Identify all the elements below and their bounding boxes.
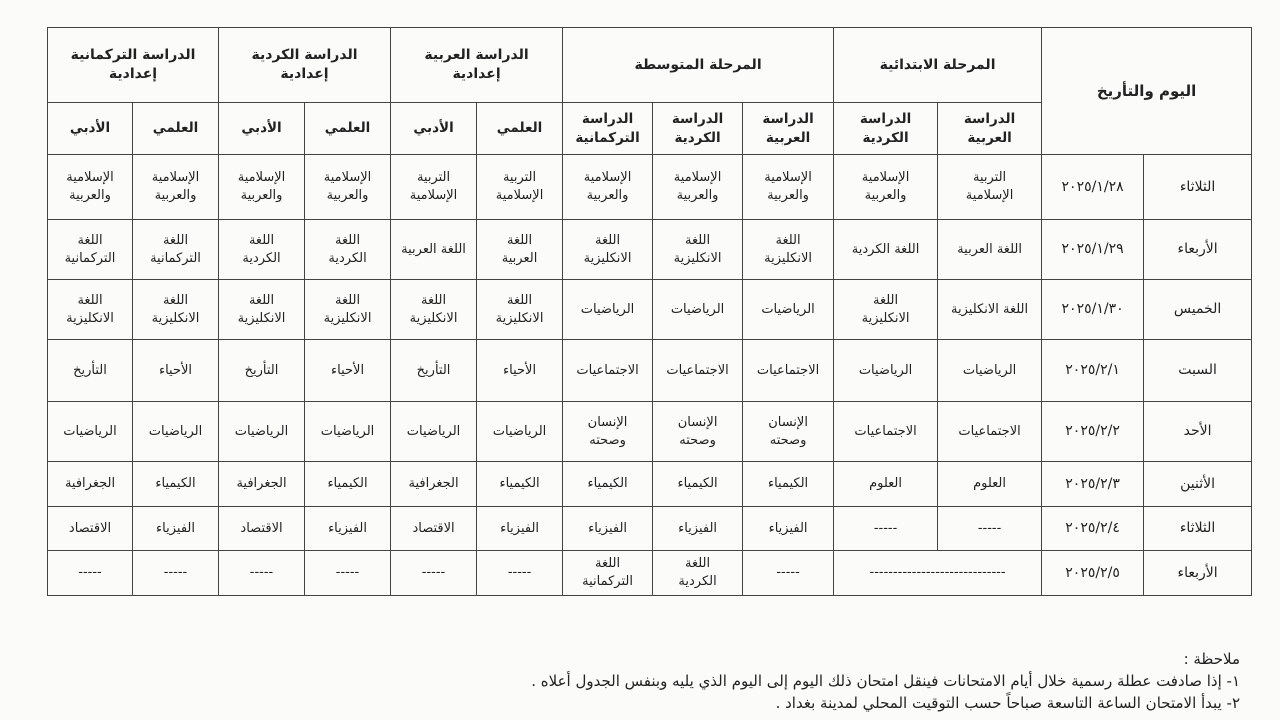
subject-cell: [391, 462, 477, 507]
subject-cell-line: الكيمياء: [587, 476, 628, 492]
note-2: ٢- يبدأ الامتحان الساعة التاسعة صباحاً حسب التوقيت المحلي لمدينة بغداد .: [775, 694, 1240, 712]
stream-header-line: التركمانية: [575, 129, 640, 146]
subject-cell-line: الإسلامية: [861, 170, 910, 186]
schedule-row: [48, 402, 1252, 462]
subject-cell-line: التأريخ: [244, 362, 279, 378]
subject-cell-line: الانكليزية: [764, 250, 812, 266]
subject-cell-line: الأحياء: [331, 362, 365, 378]
subject-cell-line: الفيزياء: [500, 520, 540, 536]
schedule-body: [48, 28, 1252, 596]
subject-cell-line: التأريخ: [416, 362, 451, 378]
exam-schedule-table: [47, 27, 1252, 596]
stream-header-line: العربية: [967, 129, 1012, 146]
subject-cell-line: -----: [78, 565, 102, 581]
subject-cell-line: الانكليزية: [237, 310, 286, 326]
subject-cell: [391, 340, 477, 402]
subject-cell: [938, 402, 1042, 462]
subject-cell: [653, 507, 743, 551]
stream-header-line: الدراسة: [581, 111, 634, 128]
subject-cell-line: -----: [249, 565, 274, 581]
subject-cell: [834, 340, 938, 402]
subject-cell: [305, 507, 391, 551]
subject-cell: [48, 280, 133, 340]
subject-cell-line: الانكليزية: [861, 310, 910, 326]
subject-cell: [219, 280, 305, 340]
schedule-row: [48, 507, 1252, 551]
day-date-header: اليوم والتأريخ: [1042, 28, 1252, 155]
subject-cell-line: اللغة العربية: [957, 241, 1022, 257]
subject-cell-line: التربية: [416, 170, 451, 186]
stream-header-line: الأدبي: [69, 120, 111, 137]
subject-cell-line: الرياضيات: [234, 423, 289, 439]
subject-cell-line: الرياضيات: [320, 423, 375, 439]
subject-cell-line: الإسلامية: [151, 170, 200, 186]
subject-cell: [477, 507, 563, 551]
stream-header: [653, 103, 743, 155]
subject-cell: [743, 402, 834, 462]
subject-cell-line: اللغة: [873, 292, 899, 308]
subject-cell: [219, 551, 305, 596]
subject-cell: [133, 551, 219, 596]
subject-cell-line: الاجتماعيات: [958, 423, 1021, 439]
subject-cell-line: والعربية: [767, 188, 809, 203]
day-cell: الثلاثاء: [1144, 155, 1252, 220]
subject-cell: [391, 280, 477, 340]
stream-header: [477, 103, 563, 155]
subject-cell-line: الانكليزية: [151, 310, 200, 326]
subject-cell: [391, 507, 477, 551]
subject-cell: [133, 340, 219, 402]
subject-cell: [938, 462, 1042, 507]
subject-cell: [219, 402, 305, 462]
subject-cell-line: التركمانية: [582, 574, 633, 589]
subject-cell: [938, 220, 1042, 280]
middle-stage-header: المرحلة المتوسطة: [563, 28, 834, 103]
subject-cell: [834, 220, 938, 280]
subject-cell-line: والعربية: [586, 188, 629, 203]
subject-cell: [834, 280, 938, 340]
subject-cell-line: اللغة: [162, 292, 189, 308]
stream-header-line: الدراسة: [963, 111, 1016, 128]
subject-cell-line: -----: [776, 565, 800, 581]
subject-cell-line: الاجتماعيات: [854, 423, 917, 439]
stream-header-line: العربية: [765, 129, 811, 146]
stream-header-line: الدراسة: [671, 111, 724, 128]
stream-header: [834, 103, 938, 155]
subject-cell-line: وصحته: [769, 432, 807, 448]
subject-cell-line: اللغة الانكليزية: [951, 301, 1029, 317]
subject-cell-line: -----: [977, 520, 1002, 536]
subject-cell-line: الرياضيات: [406, 423, 461, 439]
stream-header-line: الأدبي: [241, 120, 282, 137]
subject-cell-line: الإسلامية: [409, 188, 458, 203]
subject-cell: [743, 280, 834, 340]
schedule-row: [48, 551, 1252, 596]
schedule-row: [48, 340, 1252, 402]
day-cell: الأربعاء: [1144, 551, 1252, 596]
stream-header-line: العلمي: [496, 120, 543, 137]
subject-cell: [653, 402, 743, 462]
subject-cell-line: اللغة: [685, 556, 711, 572]
subject-cell-line: اللغة: [77, 232, 103, 248]
subject-cell-line: الانكليزية: [66, 310, 114, 326]
subject-cell: [48, 340, 133, 402]
date-cell: ٢٠٢٥/١/٢٩: [1042, 220, 1144, 280]
subject-cell: [743, 551, 834, 596]
subject-cell-line: -----: [335, 565, 360, 581]
subject-cell-line: الانكليزية: [323, 310, 372, 326]
subject-cell: [48, 402, 133, 462]
subject-cell-line: الفيزياء: [156, 520, 195, 536]
subject-cell-line: الرياضيات: [962, 362, 1017, 378]
subject-cell: [305, 402, 391, 462]
stream-header-line: العلمي: [152, 120, 199, 137]
subject-cell: [133, 155, 219, 220]
stream-header: [563, 103, 653, 155]
date-cell: ٢٠٢٥/١/٢٨: [1042, 155, 1144, 220]
stream-header-line: الأدبي: [413, 120, 454, 137]
stream-header: [391, 103, 477, 155]
subject-cell-line: التربية: [972, 170, 1007, 186]
subject-cell-line: التركمانية: [150, 250, 201, 266]
date-cell: ٢٠٢٥/٢/١: [1042, 340, 1144, 402]
subject-cell: [653, 220, 743, 280]
subject-cell: [219, 462, 305, 507]
kurdish-prep-line-1: الدراسة الكردية: [251, 47, 358, 64]
kurdish-prep-header: [219, 28, 391, 103]
kurdish-prep-line-2: إعدادية: [280, 66, 329, 82]
subject-cell-line: -----: [421, 565, 446, 581]
arabic-prep-header: [391, 28, 563, 103]
subject-cell-line: الاجتماعيات: [756, 362, 820, 378]
subject-cell-line: الاقتصاد: [412, 520, 455, 536]
subject-cell-line: الأحياء: [503, 362, 537, 378]
subject-cell-line: الفيزياء: [768, 520, 808, 536]
subject-cell-line: الإسلامية: [673, 170, 722, 186]
subject-cell-line: الرياضيات: [670, 301, 725, 317]
subject-cell: [563, 551, 653, 596]
subject-cell: [219, 220, 305, 280]
date-cell: ٢٠٢٥/٢/٥: [1042, 551, 1144, 596]
stream-header-line: الدراسة: [859, 111, 912, 128]
subject-cell: [653, 551, 743, 596]
schedule-row: [48, 280, 1252, 340]
stream-header-line: الدراسة: [762, 111, 814, 128]
subject-cell-line: اللغة: [594, 232, 621, 248]
subject-cell-line: -----: [873, 520, 898, 536]
subject-cell: [305, 551, 391, 596]
subject-cell-line: الإسلامية: [237, 170, 286, 186]
subject-cell-line: وصحته: [589, 432, 626, 448]
subject-cell: [563, 340, 653, 402]
day-cell: الخميس: [1144, 280, 1252, 340]
stream-header: [48, 103, 133, 155]
subject-cell: [563, 462, 653, 507]
subject-cell-line: الفيزياء: [328, 520, 367, 536]
subject-cell-line: والعربية: [69, 188, 111, 203]
subject-cell-line: الإنسان: [587, 414, 628, 430]
subject-cell-line: والعربية: [326, 188, 369, 203]
arabic-prep-line-2: إعدادية: [452, 66, 501, 82]
subject-cell-line: اللغة: [162, 232, 189, 248]
subject-cell: [219, 155, 305, 220]
subject-cell-line: والعربية: [864, 188, 907, 203]
subject-cell-line: الكيمياء: [327, 476, 368, 492]
subject-cell: [563, 155, 653, 220]
subject-cell-line: الانكليزية: [673, 250, 722, 266]
subject-cell: [477, 155, 563, 220]
subject-cell-line: الإسلامية: [66, 170, 114, 186]
subject-cell: [563, 402, 653, 462]
subject-cell: [743, 462, 834, 507]
subject-cell-line: اللغة: [506, 232, 533, 248]
subject-cell-line: الرياضيات: [148, 423, 203, 439]
subject-cell-line: الاقتصاد: [240, 520, 283, 536]
schedule-row: [48, 155, 1252, 220]
subject-cell: [477, 340, 563, 402]
subject-cell-line: الاقتصاد: [68, 520, 112, 536]
subject-cell: [219, 340, 305, 402]
subject-cell: [48, 507, 133, 551]
subject-cell-line: -----: [163, 565, 188, 581]
stream-header: [743, 103, 834, 155]
day-cell: الثلاثاء: [1144, 507, 1252, 551]
subject-cell-line: اللغة: [594, 556, 621, 572]
subject-cell-line: الرياضيات: [63, 423, 117, 439]
subject-cell: [938, 507, 1042, 551]
subject-cell: [48, 462, 133, 507]
subject-cell-line: الإسلامية: [495, 188, 544, 203]
subject-cell: [48, 220, 133, 280]
subject-cell-line: وصحته: [679, 432, 716, 448]
subject-cell-line: الانكليزية: [583, 250, 632, 266]
subject-cell-line: اللغة: [248, 232, 275, 248]
subject-cell-line: الرياضيات: [858, 362, 913, 378]
subject-cell: [305, 155, 391, 220]
day-cell: الأثنين: [1144, 462, 1252, 507]
subject-cell: [834, 462, 938, 507]
subject-cell: [938, 340, 1042, 402]
turkmen-prep-header: [48, 28, 219, 103]
subject-cell-line: الكيمياء: [155, 476, 196, 492]
subject-cell-line: والعربية: [676, 188, 719, 203]
subject-cell-line: اللغة العربية: [401, 241, 466, 257]
day-cell: الأربعاء: [1144, 220, 1252, 280]
subject-cell: [653, 155, 743, 220]
subject-cell-line: الرياضيات: [761, 301, 815, 317]
subject-cell: [563, 507, 653, 551]
subject-cell-line: اللغة: [775, 232, 801, 248]
subject-cell: [834, 155, 938, 220]
subject-cell: [305, 462, 391, 507]
subject-cell-line: الإنسان: [677, 414, 718, 430]
subject-cell-line: الكيمياء: [677, 476, 718, 492]
subject-cell: [477, 280, 563, 340]
subject-cell-line: الكردية: [678, 574, 717, 589]
subject-cell-line: التركمانية: [64, 250, 116, 266]
subject-cell-line: العلوم: [973, 476, 1007, 492]
stream-header-line: الكردية: [862, 129, 909, 146]
subject-cell: [743, 220, 834, 280]
subject-cell: [653, 340, 743, 402]
notes-section: [140, 648, 1240, 714]
subject-cell: [133, 507, 219, 551]
subject-cell: [48, 155, 133, 220]
subject-cell: [743, 155, 834, 220]
subject-cell: [477, 462, 563, 507]
day-cell: السبت: [1144, 340, 1252, 402]
stream-header: [938, 103, 1042, 155]
subject-cell: [391, 155, 477, 220]
subject-cell: [477, 402, 563, 462]
subject-cell-line: اللغة: [420, 292, 447, 308]
stream-header-line: الكردية: [674, 129, 721, 146]
subject-cell: [305, 220, 391, 280]
subject-cell: [938, 280, 1042, 340]
subject-cell: [834, 402, 938, 462]
subject-cell-line: اللغة: [248, 292, 275, 308]
subject-cell: [563, 280, 653, 340]
subject-cell: [305, 340, 391, 402]
subject-cell: [563, 220, 653, 280]
subject-cell: [219, 507, 305, 551]
subject-cell-line: الإسلامية: [323, 170, 372, 186]
subject-cell: [133, 220, 219, 280]
stream-header-line: العلمي: [324, 120, 371, 137]
subject-cell-line: الكيمياء: [767, 476, 809, 492]
subject-cell: [391, 220, 477, 280]
subject-cell: [391, 402, 477, 462]
subject-cell-line: الكردية: [328, 250, 367, 266]
schedule-row: [48, 462, 1252, 507]
date-cell: ٢٠٢٥/٢/٣: [1042, 462, 1144, 507]
stream-header: [305, 103, 391, 155]
subject-cell-line: الرياضيات: [580, 301, 635, 317]
subject-cell: [477, 220, 563, 280]
subject-cell-line: الجغرافية: [236, 476, 287, 492]
turkmen-prep-line-2: إعدادية: [108, 66, 158, 82]
subject-cell: [133, 462, 219, 507]
subject-cell-line: والعربية: [154, 188, 197, 203]
subject-cell: [133, 402, 219, 462]
subject-cell: [48, 551, 133, 596]
subject-cell-line: العلوم: [869, 476, 903, 492]
subject-cell: [743, 340, 834, 402]
subject-cell-line: الرياضيات: [492, 423, 547, 439]
subject-cell-line: التأريخ: [73, 362, 107, 378]
subject-cell-line: -----: [507, 565, 532, 581]
subject-cell-line: الجغرافية: [64, 476, 116, 492]
subject-cell-line: الإسلامية: [764, 170, 812, 186]
date-cell: ٢٠٢٥/٢/٢: [1042, 402, 1144, 462]
subject-cell-line: الإنسان: [768, 414, 808, 430]
subject-cell-line: التربية: [502, 170, 537, 186]
turkmen-prep-line-1: الدراسة التركمانية: [70, 47, 196, 64]
subject-cell-line: اللغة: [685, 232, 711, 248]
subject-cell: [653, 280, 743, 340]
stream-header: [219, 103, 305, 155]
date-cell: ٢٠٢٥/١/٣٠: [1042, 280, 1144, 340]
subject-cell-line: اللغة: [77, 292, 103, 308]
subject-cell-line: العربية: [501, 250, 538, 266]
note-1: ١- إذا صادفت عطلة رسمية خلال أيام الامتحانات فينقل امتحان ذلك اليوم إلى اليوم الذي يليه وبنفس الجدول أعلاه .: [531, 672, 1240, 690]
arabic-prep-line-1: الدراسة العربية: [424, 47, 529, 64]
subject-cell-line: اللغة: [334, 232, 361, 248]
subject-cell-line: الفيزياء: [588, 520, 628, 536]
subject-cell-line: الجغرافية: [408, 476, 459, 492]
subject-cell-line: الإسلامية: [583, 170, 632, 186]
subject-cell-line: الاجتماعيات: [576, 362, 639, 378]
subject-cell-line: الكردية: [242, 250, 281, 266]
subject-cell: [743, 507, 834, 551]
day-cell: الأحد: [1144, 402, 1252, 462]
subject-cell-line: الإسلامية: [965, 188, 1014, 203]
primary-merged-cell: -----------------------------: [834, 551, 1042, 596]
header-row-groups: [48, 28, 1252, 103]
subject-cell-line: الانكليزية: [409, 310, 458, 326]
subject-cell: [653, 462, 743, 507]
subject-cell-line: اللغة الكردية: [851, 241, 920, 257]
subject-cell: [133, 280, 219, 340]
stream-header: [133, 103, 219, 155]
subject-cell: [834, 507, 938, 551]
subject-cell-line: الفيزياء: [678, 520, 718, 536]
schedule-row: [48, 220, 1252, 280]
subject-cell: [305, 280, 391, 340]
subject-cell: [477, 551, 563, 596]
subject-cell-line: اللغة: [506, 292, 533, 308]
subject-cell: [938, 155, 1042, 220]
subject-cell-line: اللغة: [334, 292, 361, 308]
date-cell: ٢٠٢٥/٢/٤: [1042, 507, 1144, 551]
subject-cell-line: الانكليزية: [495, 310, 544, 326]
subject-cell-line: الكيمياء: [499, 476, 540, 492]
subject-cell-line: الاجتماعيات: [666, 362, 729, 378]
notes-title: ملاحظة :: [1183, 650, 1240, 668]
primary-stage-header: المرحلة الابتدائية: [834, 28, 1042, 103]
subject-cell-line: والعربية: [240, 188, 283, 203]
subject-cell: [391, 551, 477, 596]
subject-cell-line: الأحياء: [158, 362, 193, 378]
